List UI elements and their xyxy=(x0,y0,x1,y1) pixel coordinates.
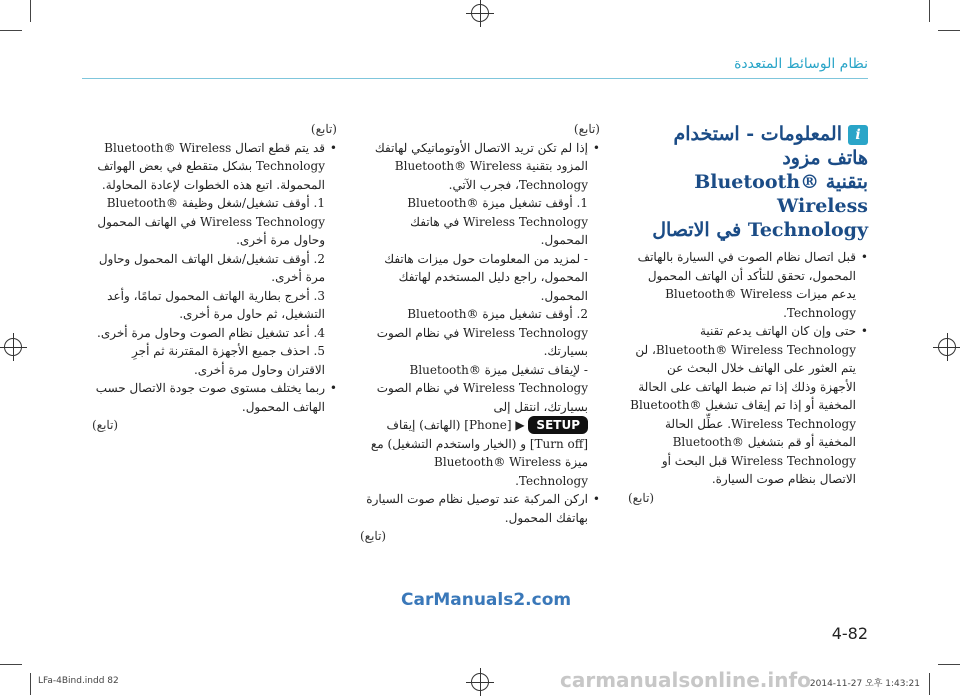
registration-mark-icon xyxy=(471,4,489,22)
step: 1. أوقف تشغيل ميزة Bluetooth® Wireless Technology في هاتفك المحمول. xyxy=(407,196,588,247)
setup-key-icon: SETUP xyxy=(528,416,588,434)
column-middle xyxy=(360,120,600,546)
crop-mark xyxy=(938,30,960,31)
step: 1. أوقف تشغيل/شغل وظيفة Bluetooth® Wireless Technology في الهاتف المحمول وحاول مرة أخرى. xyxy=(97,196,325,247)
step: 4. أعد تشغيل نظام الصوت وحاول مرة أخرى. xyxy=(97,325,325,340)
paragraph: [Phone] (الهاتف) إيقاف [Turn off] و (الخيار واستخدم التشغيل) مع ميزة Bluetooth® Wireless Technology. xyxy=(370,418,588,488)
list-item xyxy=(92,139,337,380)
heading-line: بتقنية Bluetooth® Wireless xyxy=(694,171,868,217)
step: 2. أوقف تشغيل/شغل الهاتف المحمول وحاول مرة أخرى. xyxy=(98,251,325,284)
step: 3. أخرج بطارية الهاتف المحمول تمامًا، وأعد التشغيل، ثم حاول مرة أخرى. xyxy=(107,288,325,321)
list-item xyxy=(360,139,600,491)
registration-mark-icon xyxy=(4,338,22,356)
section-title: نظام الوسائط المتعددة xyxy=(734,56,868,72)
info-icon: i xyxy=(848,125,868,145)
continued-label: (تابع) xyxy=(360,529,387,543)
footer-date-time: 2014-11-27 오후 1:43:21 xyxy=(809,679,920,689)
heading-line: Technology في الاتصال xyxy=(652,219,868,241)
watermark-link[interactable]: CarManuals2.com xyxy=(401,590,572,610)
play-arrow-icon: ▶ xyxy=(515,418,525,432)
crop-mark xyxy=(938,664,960,665)
crop-mark xyxy=(30,673,31,695)
continued-label: (تابع) xyxy=(628,490,655,505)
crop-mark xyxy=(929,0,930,22)
crop-mark xyxy=(0,664,22,665)
continued-label: (تابع) xyxy=(310,122,337,136)
footer-site-watermark: carmanualsonline.info xyxy=(560,668,811,692)
paragraph: قد يتم قطع اتصال Bluetooth® Wireless Technology بشكل متقطع في بعض الهواتف المحمولة. اتبع هذه الخطوات لإعادة المحاولة. xyxy=(97,140,325,192)
step: - لإيقاف تشغيل ميزة Bluetooth® Wireless Technology في نظام الصوت بسيارتك، انتقل إلى xyxy=(376,362,588,414)
list-item: • قبل اتصال نظام الصوت في السيارة بالهاتف المحمول، تحقق للتأكد أن الهاتف المحمول يدعم ميزات Bluetooth® Wireless Technology. xyxy=(628,248,868,322)
bullet-list xyxy=(360,139,600,528)
crop-mark xyxy=(30,0,31,22)
registration-mark-icon xyxy=(471,673,489,691)
list-item: • حتى وإن كان الهاتف يدعم تقنية Bluetooth® Wireless Technology، لن يتم العثور على الهاتف خلال البحث عن الأجهزة وذلك إذا تم ضبط الهاتف على الحالة المخفية أو إذا تم إيقاف تشغيل Bluetooth® Wireless Technology. عطِّل الحالة المخفية أو قم بتشغيل Bluetooth® Wireless Technology قبل البحث أو الاتصال بنظام صوت السيارة. xyxy=(628,322,868,489)
bullet-list xyxy=(628,248,868,489)
step: 5. احذف جميع الأجهزة المقترنة ثم أجرِ الاقتران وحاول مرة أخرى. xyxy=(132,344,325,377)
column-left xyxy=(92,120,337,435)
registration-mark-icon xyxy=(938,338,956,356)
setup-path xyxy=(360,416,588,490)
crop-mark xyxy=(929,673,930,695)
footer-file-name: LFa-4Bind.indd 82 xyxy=(38,676,119,686)
page-number: 4-82 xyxy=(831,624,868,643)
step: - لمزيد من المعلومات حول ميزات هاتفك المحمول، راجع دليل المستخدم لهاتفك المحمول. xyxy=(384,251,588,303)
info-heading xyxy=(628,122,868,242)
continued-label: (تابع) xyxy=(573,122,600,136)
step: 2. أوقف تشغيل ميزة Bluetooth® Wireless Technology في نظام الصوت بسيارتك. xyxy=(376,307,588,358)
header-divider xyxy=(82,78,868,79)
paragraph: إذا لم تكن تريد الاتصال الأوتوماتيكي لهاتفك المزود بتقنية Bluetooth® Wireless Technology، فجرب الآتي. xyxy=(374,140,588,192)
bullet-list xyxy=(92,139,337,417)
list-item: • ربما يختلف مستوى صوت جودة الاتصال حسب الهاتف المحمول. xyxy=(92,379,337,416)
crop-mark xyxy=(0,30,22,31)
column-info xyxy=(628,122,868,507)
heading-line: المعلومات - استخدام هاتف مزود xyxy=(673,123,868,169)
list-item: • اركن المركبة عند توصيل نظام صوت السيارة بهاتفك المحمول. xyxy=(360,490,600,527)
continued-label: (تابع) xyxy=(92,418,119,432)
